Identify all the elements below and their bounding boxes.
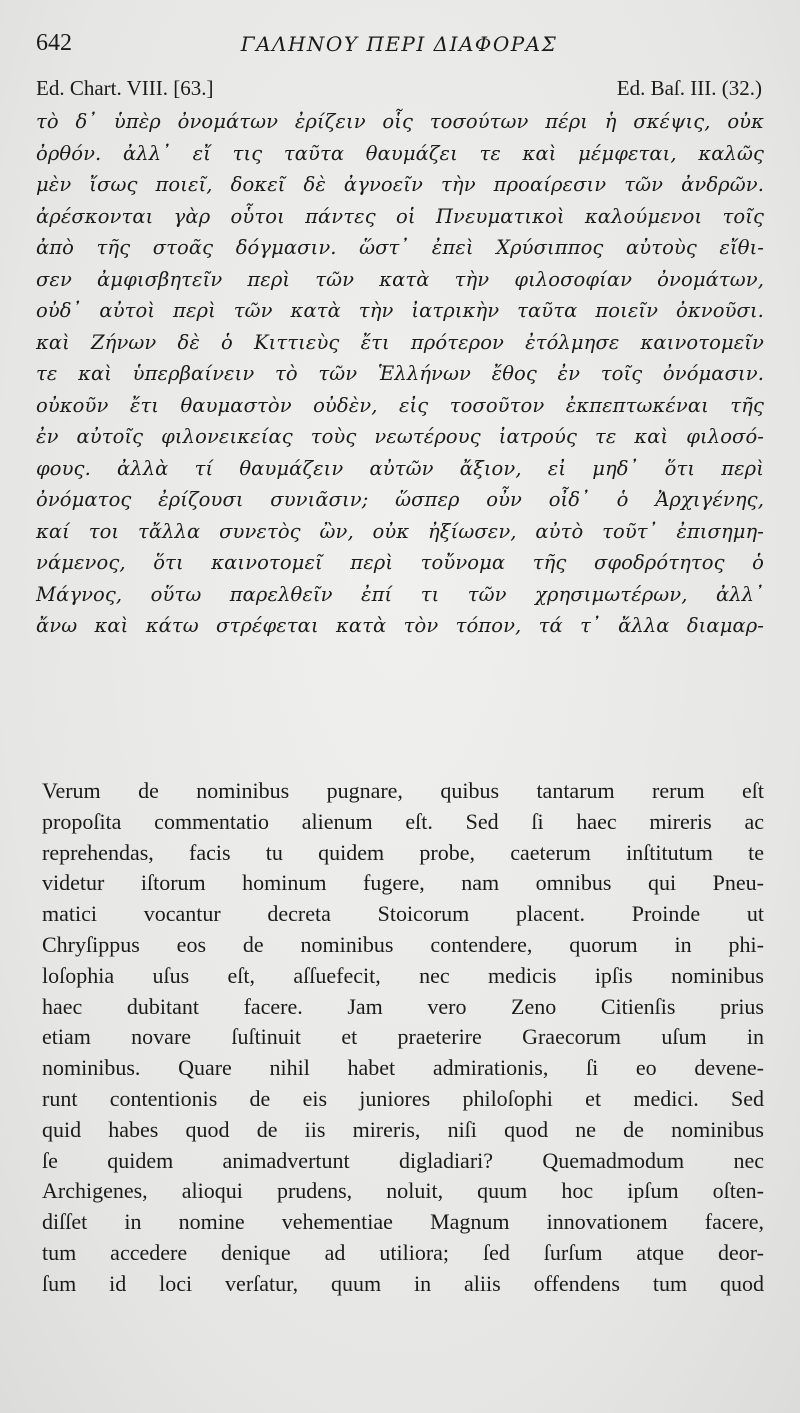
latin-line: reprehendas, facis tu quidem probe, caeterum inſtitutum te (42, 839, 764, 865)
latin-translation-block (42, 776, 764, 1300)
greek-line: ἐν αὐτοῖς φιλονεικείας τοὺς νεωτέρους ἰατρούς τε καὶ φιλοσό- (36, 425, 764, 448)
latin-line: tum accedere denique ad utiliora; ſed ſurſum atque deor- (42, 1239, 764, 1265)
latin-line: Archigenes, alioqui prudens, noluit, quum hoc ipſum oſten- (42, 1178, 764, 1204)
greek-line: τὸ δ᾽ ὑπὲρ ὀνομάτων ἐρίζειν οἷς τοσούτων πέρι ἡ σκέψις, οὐκ (36, 110, 764, 133)
latin-line: diſſet in nomine vehementiae Magnum innovationem facere, (42, 1209, 764, 1235)
latin-line: videtur iſtorum hominum fugere, nam omnibus qui Pneu- (42, 870, 764, 896)
latin-line: etiam novare ſuſtinuit et praeterire Graecorum uſum in (42, 1024, 764, 1050)
greek-line: τε καὶ ὑπερβαίνειν τὸ τῶν Ἑλλήνων ἔθος ἐν τοῖς ὀνόμασιν. (36, 362, 764, 385)
latin-line: nominibus. Quare nihil habet admirationis, ſi eo devene- (42, 1055, 764, 1081)
edition-basel-ref: Ed. Baſ. III. (32.) (616, 76, 762, 100)
greek-line: ἀρέσκονται γὰρ οὗτοι πάντες οἱ Πνευματικοὶ καλούμενοι τοῖς (36, 204, 764, 228)
edition-chartier-ref: Ed. Chart. VIII. [63.] (36, 76, 214, 100)
latin-line: ſe quidem animadvertunt digladiari? Quemadmodum nec (42, 1147, 764, 1173)
greek-line: καί τοι τἄλλα συνετὸς ὢν, οὐκ ἠξίωσεν, αὐτὸ τοῦτ᾽ ἐπισημη- (36, 519, 764, 543)
latin-line: Verum de nominibus pugnare, quibus tantarum rerum eſt (42, 778, 764, 803)
greek-line: ἀπὸ τῆς στοᾶς δόγμασιν. ὥστ᾽ ἐπεὶ Χρύσιππος αὐτοὺς εἴθι- (36, 236, 764, 259)
edition-reference-line (36, 76, 762, 104)
greek-line: σεν ἀμφισβητεῖν περὶ τῶν κατὰ τὴν φιλοσοφίαν ὀνομάτων, (36, 267, 764, 291)
greek-line: οὐδ᾽ αὐτοὶ περὶ τῶν κατὰ τὴν ἰατρικὴν ταῦτα ποιεῖν ὀκνοῦσι. (36, 299, 764, 322)
latin-line: Chryſippus eos de nominibus contendere, quorum in phi- (42, 931, 764, 957)
latin-line: ſum id loci verſatur, quum in aliis offendens tum quod (42, 1270, 764, 1296)
greek-line: ἄνω καὶ κάτω στρέφεται κατὰ τὸν τόπον, τά τ᾽ ἄλλα διαμαρ- (36, 614, 764, 637)
greek-line: ὀρθόν. ἀλλ᾽ εἴ τις ταῦτα θαυμάζει τε καὶ μέμφεται, καλῶς (36, 141, 764, 165)
greek-text-block (36, 106, 764, 642)
greek-line: Μάγνος, οὕτω παρελθεῖν ἐπί τι τῶν χρησιμωτέρων, ἀλλ᾽ (36, 582, 764, 606)
greek-line: μὲν ἴσως ποιεῖ, δοκεῖ δὲ ἀγνοεῖν τὴν προαίρεσιν τῶν ἀνδρῶν. (36, 173, 764, 196)
latin-line: propoſita commentatio alienum eſt. Sed ſi haec mireris ac (42, 808, 764, 834)
latin-line: loſophia uſus eſt, aſſuefecit, nec medicis ipſis nominibus (42, 962, 764, 988)
greek-line: ὀνόματος ἐρίζουσι συνιᾶσιν; ὥσπερ οὖν οἶδ᾽ ὁ Ἀρχιγένης, (36, 488, 764, 511)
latin-line: runt contentionis de eis juniores philoſophi et medici. Sed (42, 1085, 764, 1111)
running-title: ΓΑΛΗΝΟΥ ΠΕΡΙ ΔΙΑΦΟΡΑΣ (240, 32, 558, 56)
latin-line: matici vocantur decreta Stoicorum placent. Proinde ut (42, 901, 764, 927)
running-head (36, 30, 762, 62)
latin-line: quid habes quod de iis mireris, niſi quod ne de nominibus (42, 1116, 764, 1142)
page-number: 642 (36, 30, 72, 56)
latin-line: haec dubitant facere. Jam vero Zeno Citienſis prius (42, 993, 764, 1019)
greek-line: νάμενος, ὅτι καινοτομεῖ περὶ τοὔνομα τῆς σφοδρότητος ὁ (36, 551, 764, 574)
greek-line: καὶ Ζήνων δὲ ὁ Κιττιεὺς ἔτι πρότερον ἐτόλμησε καινοτομεῖν (36, 330, 764, 354)
greek-line: οὐκοῦν ἔτι θαυμαστὸν οὐδὲν, εἰς τοσοῦτον ἐκπεπτωκέναι τῆς (36, 393, 764, 417)
greek-line: φους. ἀλλὰ τί θαυμάζειν αὐτῶν ἄξιον, εἰ μηδ᾽ ὅτι περὶ (36, 456, 764, 480)
